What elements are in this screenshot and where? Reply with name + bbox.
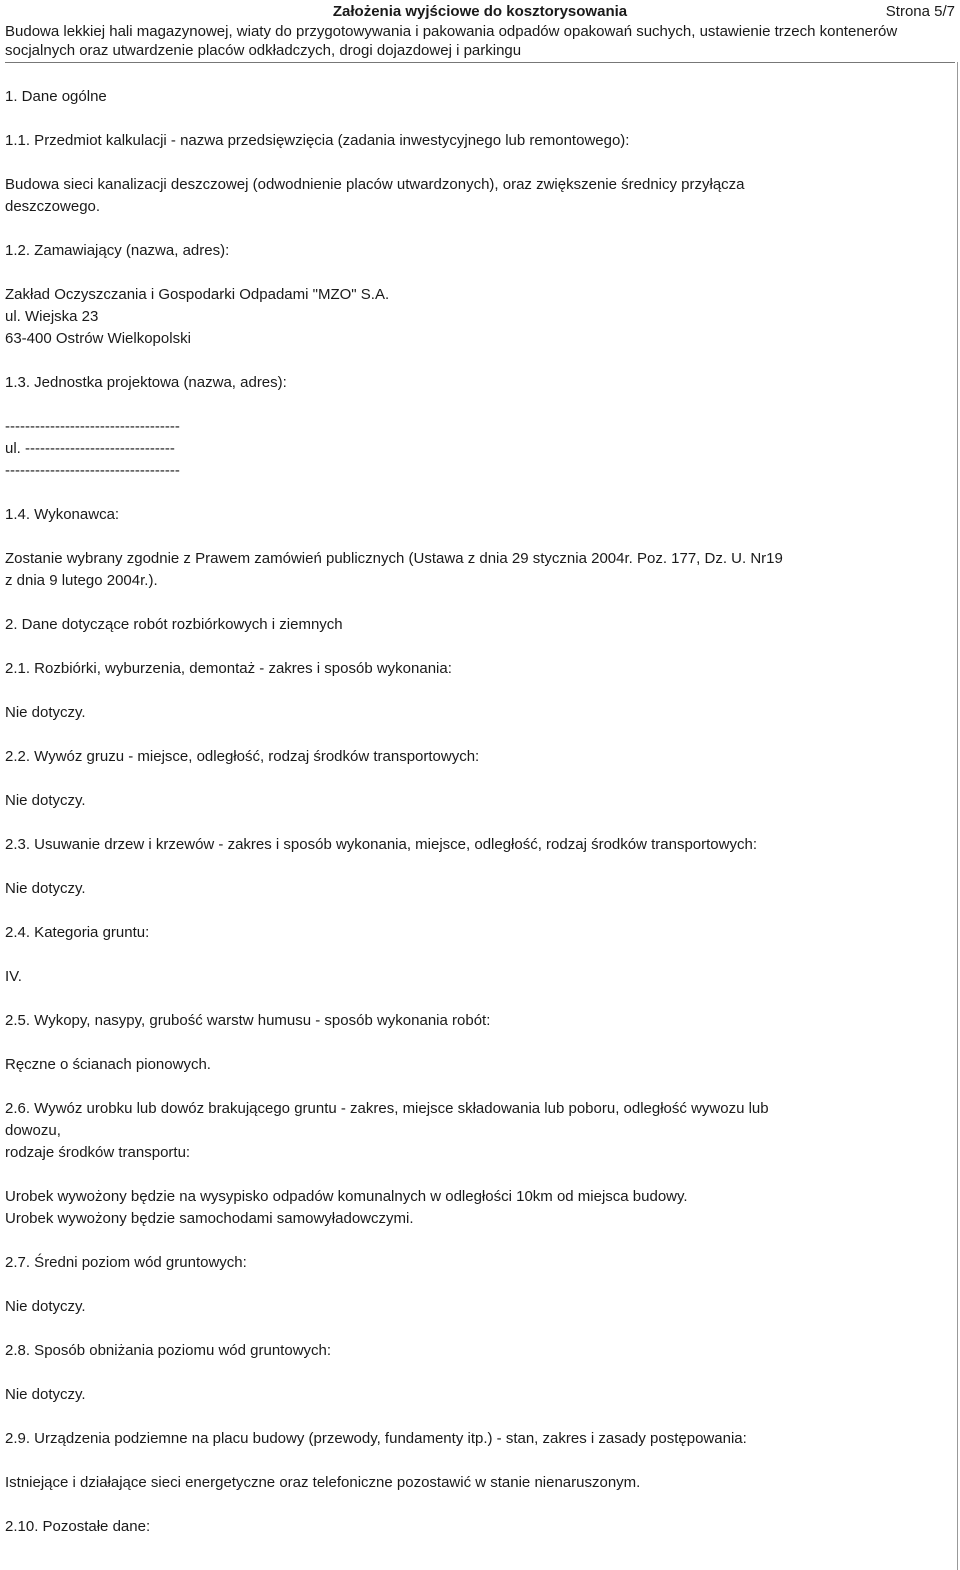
section-2-2-heading: 2.2. Wywóz gruzu - miejsce, odległość, rodzaj środków transportowych: (5, 748, 480, 765)
section-1-4-text: Zostanie wybrany zgodnie z Prawem zamówień publicznych (Ustawa z dnia 29 stycznia 2004r. Poz. 177, Dz. U. Nr19 (5, 550, 783, 567)
section-2-9-text: Istniejące i działające sieci energetyczne oraz telefoniczne pozostawić w stanie nienaruszonym. (5, 1474, 641, 1491)
section-2-6-text-cont: Urobek wywożony będzie samochodami samowyładowczymi. (5, 1210, 414, 1227)
page-header (5, 0, 955, 63)
section-2-4-heading: 2.4. Kategoria gruntu: (5, 924, 150, 941)
section-2-5-heading: 2.5. Wykopy, nasypy, grubość warstw humusu - sposób wykonania robót: (5, 1012, 491, 1029)
client-street: ul. Wiejska 23 (5, 308, 99, 325)
section-2-9-heading: 2.9. Urządzenia podziemne na placu budowy (przewody, fundamenty itp.) - stan, zakres i zasady postępowania: (5, 1430, 747, 1447)
client-city: 63-400 Ostrów Wielkopolski (5, 330, 191, 347)
design-unit-city: ----------------------------------- (5, 462, 180, 479)
section-2-6-text: Urobek wywożony będzie na wysypisko odpadów komunalnych w odległości 10km od miejsca budowy. (5, 1188, 688, 1205)
page-frame-right (957, 62, 958, 1570)
section-2-8-text: Nie dotyczy. (5, 1386, 86, 1403)
section-1-2-heading: 1.2. Zamawiający (nazwa, adres): (5, 242, 230, 259)
section-2-1-text: Nie dotyczy. (5, 704, 86, 721)
section-1-1-text: Budowa sieci kanalizacji deszczowej (odwodnienie placów utwardzonych), oraz zwiększenie średnicy przyłącza (5, 176, 745, 193)
section-1-3-heading: 1.3. Jednostka projektowa (nazwa, adres): (5, 374, 287, 391)
section-2-6-heading: 2.6. Wywóz urobku lub dowóz brakującego gruntu - zakres, miejsce składowania lub poboru, odległość wywozu lub (5, 1100, 769, 1117)
client-name: Zakład Oczyszczania i Gospodarki Odpadami "MZO" S.A. (5, 286, 390, 303)
section-2-8-heading: 2.8. Sposób obniżania poziomu wód gruntowych: (5, 1342, 332, 1359)
section-2-10-heading: 2.10. Pozostałe dane: (5, 1518, 151, 1535)
section-2-2-text: Nie dotyczy. (5, 792, 86, 809)
section-1-4-text-cont: z dnia 9 lutego 2004r.). (5, 572, 158, 589)
section-1-1-heading: 1.1. Przedmiot kalkulacji - nazwa przedsięwzięcia (zadania inwestycyjnego lub remontowego): (5, 132, 630, 149)
design-unit-name: ----------------------------------- (5, 418, 180, 435)
subtitle-line-2: socjalnych oraz utwardzenie placów odkładczych, drogi dojazdowej i parkingu (5, 42, 522, 59)
subtitle-line-1: Budowa lekkiej hali magazynowej, wiaty do przygotowywania i pakowania odpadów opakowań suchych, ustawienie trzech kontenerów (5, 23, 898, 40)
section-2-5-text: Ręczne o ścianach pionowych. (5, 1056, 211, 1073)
section-2-7-heading: 2.7. Średni poziom wód gruntowych: (5, 1254, 247, 1271)
section-2-4-text: IV. (5, 968, 22, 985)
section-2-3-text: Nie dotyczy. (5, 880, 86, 897)
section-1-heading: 1. Dane ogólne (5, 88, 107, 105)
section-2-1-heading: 2.1. Rozbiórki, wyburzenia, demontaż - zakres i sposób wykonania: (5, 660, 452, 677)
section-1-1-text-cont: deszczowego. (5, 198, 101, 215)
document-subtitle (5, 22, 953, 60)
section-2-3-heading: 2.3. Usuwanie drzew i krzewów - zakres i sposób wykonania, miejsce, odległość, rodzaj środków transportowych: (5, 836, 757, 853)
design-unit-street: ul. ------------------------------ (5, 440, 175, 457)
section-2-6-heading-cont: dowozu, (5, 1122, 61, 1139)
section-2-7-text: Nie dotyczy. (5, 1298, 86, 1315)
document-title: Założenia wyjściowe do kosztorysowania (332, 3, 628, 20)
section-1-4-heading: 1.4. Wykonawca: (5, 506, 120, 523)
page-number: Strona 5/7 (885, 3, 955, 20)
section-2-heading: 2. Dane dotyczące robót rozbiórkowych i ziemnych (5, 616, 343, 633)
section-2-6-heading-cont-2: rodzaje środków transportu: (5, 1144, 191, 1161)
